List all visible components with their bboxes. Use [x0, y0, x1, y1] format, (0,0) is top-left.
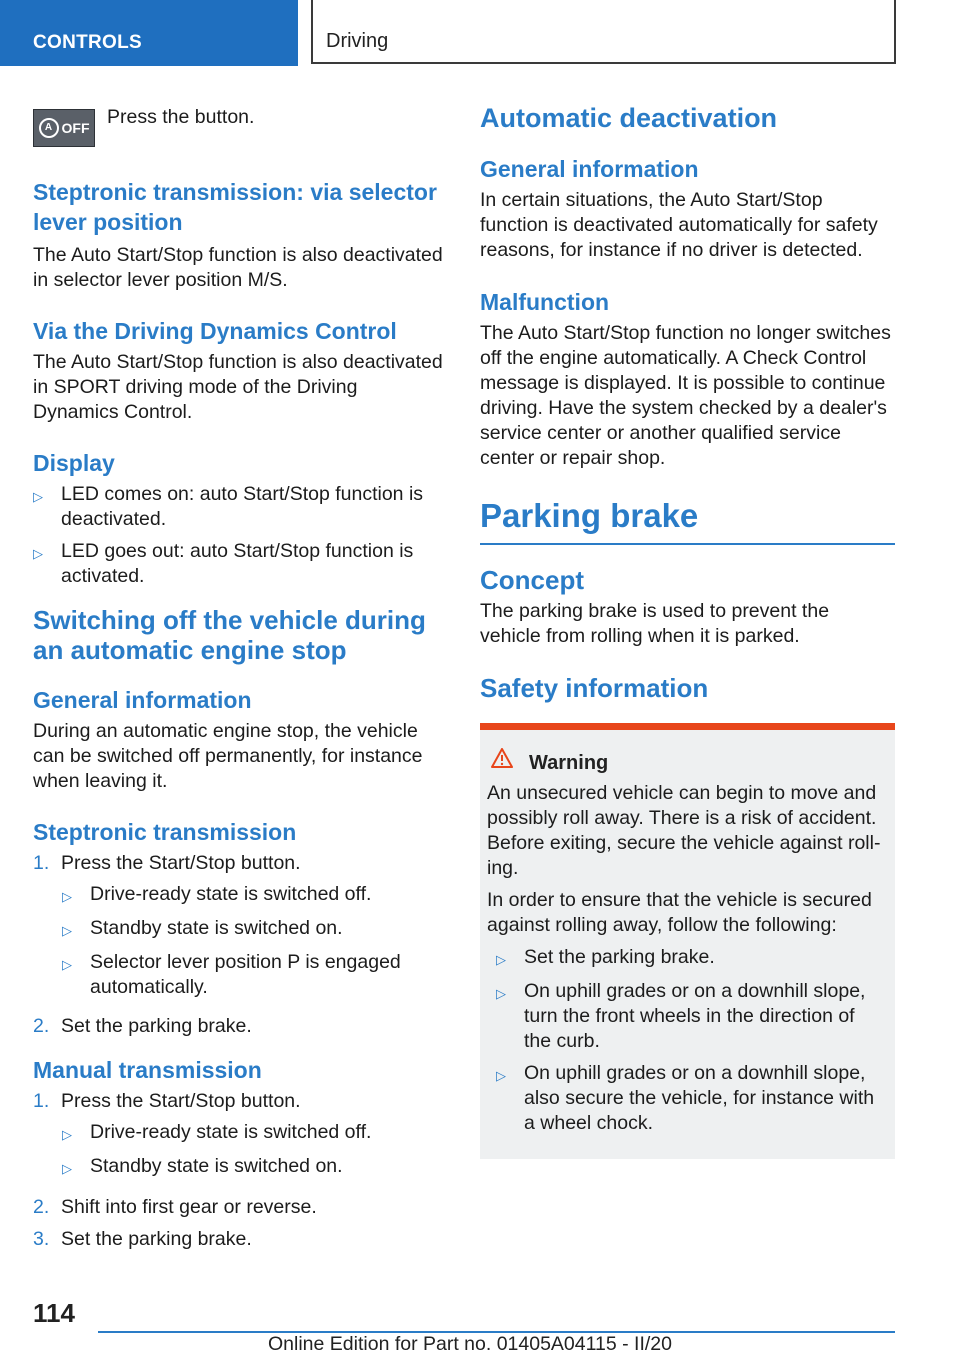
step-item: 2. Set the parking brake.	[33, 1015, 252, 1037]
heading-malfunction: Malfunction	[480, 289, 610, 315]
auto-a-icon: A	[39, 118, 59, 138]
heading-steptronic-selector: Steptronic transmission: via selector lever position	[33, 179, 437, 235]
triangle-bullet-icon: ▷	[62, 923, 72, 938]
step-item: 2. Shift into first gear or reverse.	[33, 1196, 317, 1218]
sub-list	[62, 882, 445, 1007]
heading-parking-brake: Parking brake	[480, 497, 699, 534]
list-item: ▷ Standby state is switched on.	[62, 916, 445, 943]
heading-display: Display	[33, 450, 115, 476]
list-item: ▷ LED comes on: auto Start/Stop function is deactivated.	[33, 483, 424, 530]
section-tab: CONTROLS	[0, 0, 298, 66]
sub-list	[62, 1120, 445, 1188]
right-column	[480, 100, 895, 1159]
list-item: ▷ On uphill grades or on a downhill slope, also secure the vehicle, for instance with a wheel chock.	[496, 1062, 875, 1134]
heading-general-info-left: General information	[33, 687, 252, 713]
list-item: ▷ LED goes out: auto Start/Stop function is activated.	[33, 540, 414, 587]
display-list	[33, 482, 445, 589]
triangle-bullet-icon: ▷	[33, 489, 43, 504]
heading-manual: Manual transmission	[33, 1057, 262, 1083]
triangle-bullet-icon: ▷	[496, 1068, 506, 1083]
triangle-bullet-icon: ▷	[62, 1127, 72, 1142]
triangle-bullet-icon: ▷	[496, 986, 506, 1001]
step-item: 1. Press the Start/Stop button. ▷ Drive-ready state is switched off. ▷ Standby state is switched on.	[33, 1089, 445, 1188]
text-concept: The parking brake is used to prevent the vehicle from rolling when it is parked.	[480, 600, 830, 647]
press-instruction: Press the button.	[107, 106, 255, 128]
heading-safety-information: Safety information	[480, 673, 709, 703]
heading-general-info-right: General information	[480, 156, 699, 182]
heading-concept: Concept	[480, 565, 584, 595]
off-label: OFF	[61, 120, 90, 136]
triangle-bullet-icon: ▷	[62, 957, 72, 972]
text-driving-dynamics: The Auto Start/Stop function is also deactivated in SPORT driving mode of the Driving Dynamics Control.	[33, 351, 443, 423]
list-item: ▷ On uphill grades or on a downhill slope, turn the front wheels in the direction of the curb.	[496, 980, 866, 1052]
triangle-bullet-icon: ▷	[33, 546, 43, 561]
page-header	[0, 0, 960, 66]
chapter-tab: Driving	[311, 0, 896, 64]
heading-steptronic: Steptronic transmission	[33, 819, 297, 845]
left-column	[33, 100, 445, 1259]
footer-edition: Online Edition for Part no. 01405A04115 - II/20	[268, 1333, 672, 1355]
warning-list	[496, 945, 881, 1136]
heading-driving-dynamics: Via the Driving Dynamics Control	[33, 318, 397, 344]
text-steptronic-selector: The Auto Start/Stop function is also deactivated in selector lever position M/S.	[33, 244, 443, 291]
warning-text-2: In order to ensure that the vehicle is secured against rolling away, follow the following:	[487, 889, 872, 936]
list-item: ▷ Standby state is switched on.	[62, 1154, 445, 1181]
parking-brake-title-block	[480, 495, 895, 545]
triangle-bullet-icon: ▷	[62, 889, 72, 904]
triangle-bullet-icon: ▷	[62, 1161, 72, 1176]
page-number: 114	[33, 1298, 75, 1328]
text-general-info-left: During an automatic engine stop, the vehicle can be switched off permanently, for instance when leaving it.	[33, 720, 423, 792]
warning-text-1: An unsecured vehicle can begin to move and possibly roll away. There is a risk of accident. Before exiting, secure the vehicle against rolling.	[487, 782, 881, 879]
warning-triangle-icon	[491, 748, 513, 768]
auto-start-stop-off-icon	[33, 109, 95, 147]
press-button-row	[33, 100, 445, 147]
heading-switching-off: Switching off the vehicle during an automatic engine stop	[33, 605, 426, 665]
list-item: ▷ Set the parking brake.	[496, 945, 881, 972]
list-item: ▷ Drive-ready state is switched off.	[62, 1120, 445, 1147]
manual-steps	[33, 1089, 445, 1252]
list-item: ▷ Drive-ready state is switched off.	[62, 882, 445, 909]
warning-title: Warning	[491, 752, 881, 775]
steptronic-steps	[33, 851, 445, 1039]
warning-box	[480, 723, 895, 1159]
text-malfunction: The Auto Start/Stop function no longer switches off the engine automatically. A Check Control message is displayed. It is possible to continue driving. Have the system checked by a dealer's service center or another qualified service center or repair shop.	[480, 322, 891, 469]
list-item: ▷ Selector lever position P is engaged automatically.	[62, 951, 401, 998]
step-item: 3. Set the parking brake.	[33, 1228, 252, 1250]
heading-automatic-deactivation: Automatic deactivation	[480, 103, 778, 133]
step-item: 1. Press the Start/Stop button. ▷ Drive-ready state is switched off. ▷ Standby state is switched on. ▷ Selector lever position P is engaged automatically.	[33, 851, 445, 1007]
text-general-info-right: In certain situations, the Auto Start/Stop function is deactivated automatically for safety reasons, for instance if no driver is detected.	[480, 189, 878, 261]
triangle-bullet-icon: ▷	[496, 952, 506, 967]
